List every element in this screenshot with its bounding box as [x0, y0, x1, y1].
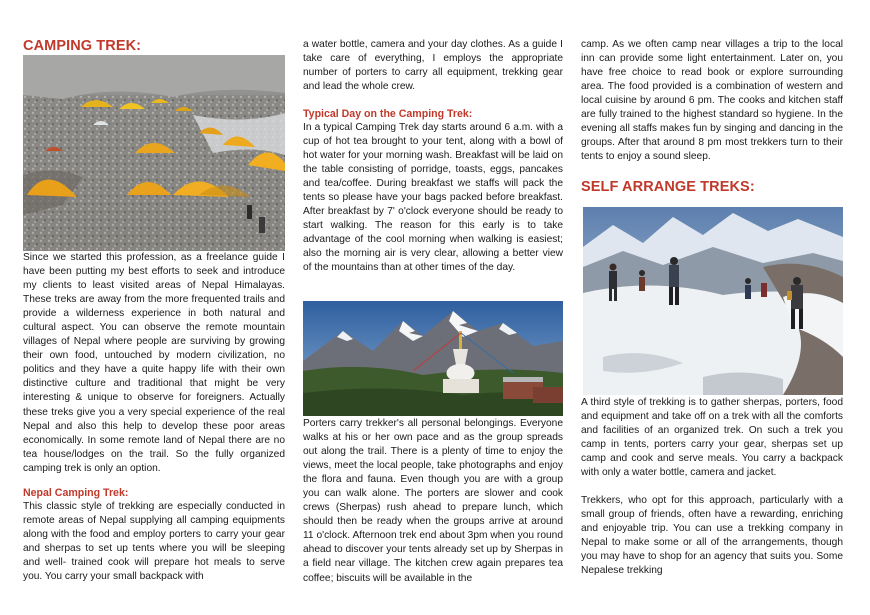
camping-tents-photo	[23, 55, 285, 251]
typical-day-subheading: Typical Day on the Camping Trek:	[303, 108, 473, 120]
snow-trekkers-photo	[583, 207, 843, 395]
typical-day-body: In a typical Camping Trek day starts around 6 a.m. with a cup of hot tea brought to your tent, along with a bowl of hot water for your morning wash. Breakfast will be laid on the table consisting of porridge, toasts, eggs, pancakes and tea/coffee. During breakfast we staffs will pack the tents so please have your bags packed before breakfast. After breakfast by 7' o'clock everyone should be ready to start walking. The reason for this early is to take advantage of the cool morning when walking is easiest; also the morning air is very clear, allowing a better view of the mountains than at other times of the day.	[303, 122, 563, 274]
camping-trek-heading: CAMPING TREK:	[23, 38, 142, 54]
self-arrange-treks-heading: SELF ARRANGE TREKS:	[581, 179, 755, 195]
column-3-continuation: camp. As we often camp near villages a trip to the local inn can provide some light entertainment. Later on, you have free choice to read book or explore surrounding area. The food provided is a combination of western and local cuisine by around 6 pm. The cooks and kitchen staff are fully trained to the highest standard so hygiene. In the evening all staffs makes fun by singing and dancing in the groups. After that around 8 pm most trekkers turn to their tents to enjoy a sound sleep.	[581, 39, 843, 163]
nepal-camping-trek-subheading: Nepal Camping Trek:	[23, 487, 129, 499]
self-arrange-body-2: Trekkers, who opt for this approach, particularly with a small group of friends, often have a rewarding, enriching and enjoyable trip. You can use a trekking company in Nepal to make some or all of the arrangements, though you may have to shop for an agency that suits you. Some Nepalese trekking	[581, 495, 843, 577]
nepal-camping-trek-body: This classic style of trekking are especially conducted in remote areas of Nepal supplying all camping equipments along with the food and employ porters to carry your gear and sherpas to set up tents where you will be sleeping and well- trained cook will prepare hot meals to serve you. You carry your small backpack with	[23, 501, 285, 583]
stupa-mountain-photo	[303, 301, 563, 416]
porters-body: Porters carry trekker's all personal belongings. Everyone walks at his or her own pace and as the group spreads out along the trail. There is a plenty of time to enjoy the views, meet the local people, take photographs and enjoy the flora and fauna. Even though you are with a group you can walk alone. The porters are slower and cook crews (Sherpas) rush ahead to prepare lunch, which should then be ready when the groups arrive at around 11 o'clock. Afternoon trek end about 3pm when you round ahead to discover your tents already set up by Sherpas in a field near village. The kitchen crew again prepares tea coffee; biscuits will be available in the	[303, 418, 563, 584]
column-2-continuation: a water bottle, camera and your day clothes. As a guide I take care of everything, I employs the appropriate number of porters to carry all equipment, trekking gear and lead the whole crew.	[303, 39, 563, 93]
camping-trek-intro: Since we started this profession, as a freelance guide I have been putting my best efforts to seek and introduce my clients to least visited areas of Nepal Himalayas. These treks are away from the more frequented trails and provide a wilderness experience in both natural and cultural aspect. You can observe the remote mountain villages of Nepal where people are surviving by growing their own food, untouched by modern civilization, no politics and they have a quite happy life with their own distinctive culture and traditional that might be very interesting & unique to observe for foreigners. Actually these treks give you a very special experience of the real Nepal and also this help to develop these poor areas economically. In some remote land of Nepal there are no tea house/lodges on the trail. So the fully organized camping trek is only an option.	[23, 252, 285, 474]
self-arrange-body-1: A third style of trekking is to gather sherpas, porters, food and equipment and take off on a trek with all the comforts and facilities of an organized trek. On such a trek you camp in tents, porters carry your gear, sherpas set up camp and cook and serve meals. You carry a backpack with only a water bottle, camera and jacket.	[581, 397, 843, 479]
